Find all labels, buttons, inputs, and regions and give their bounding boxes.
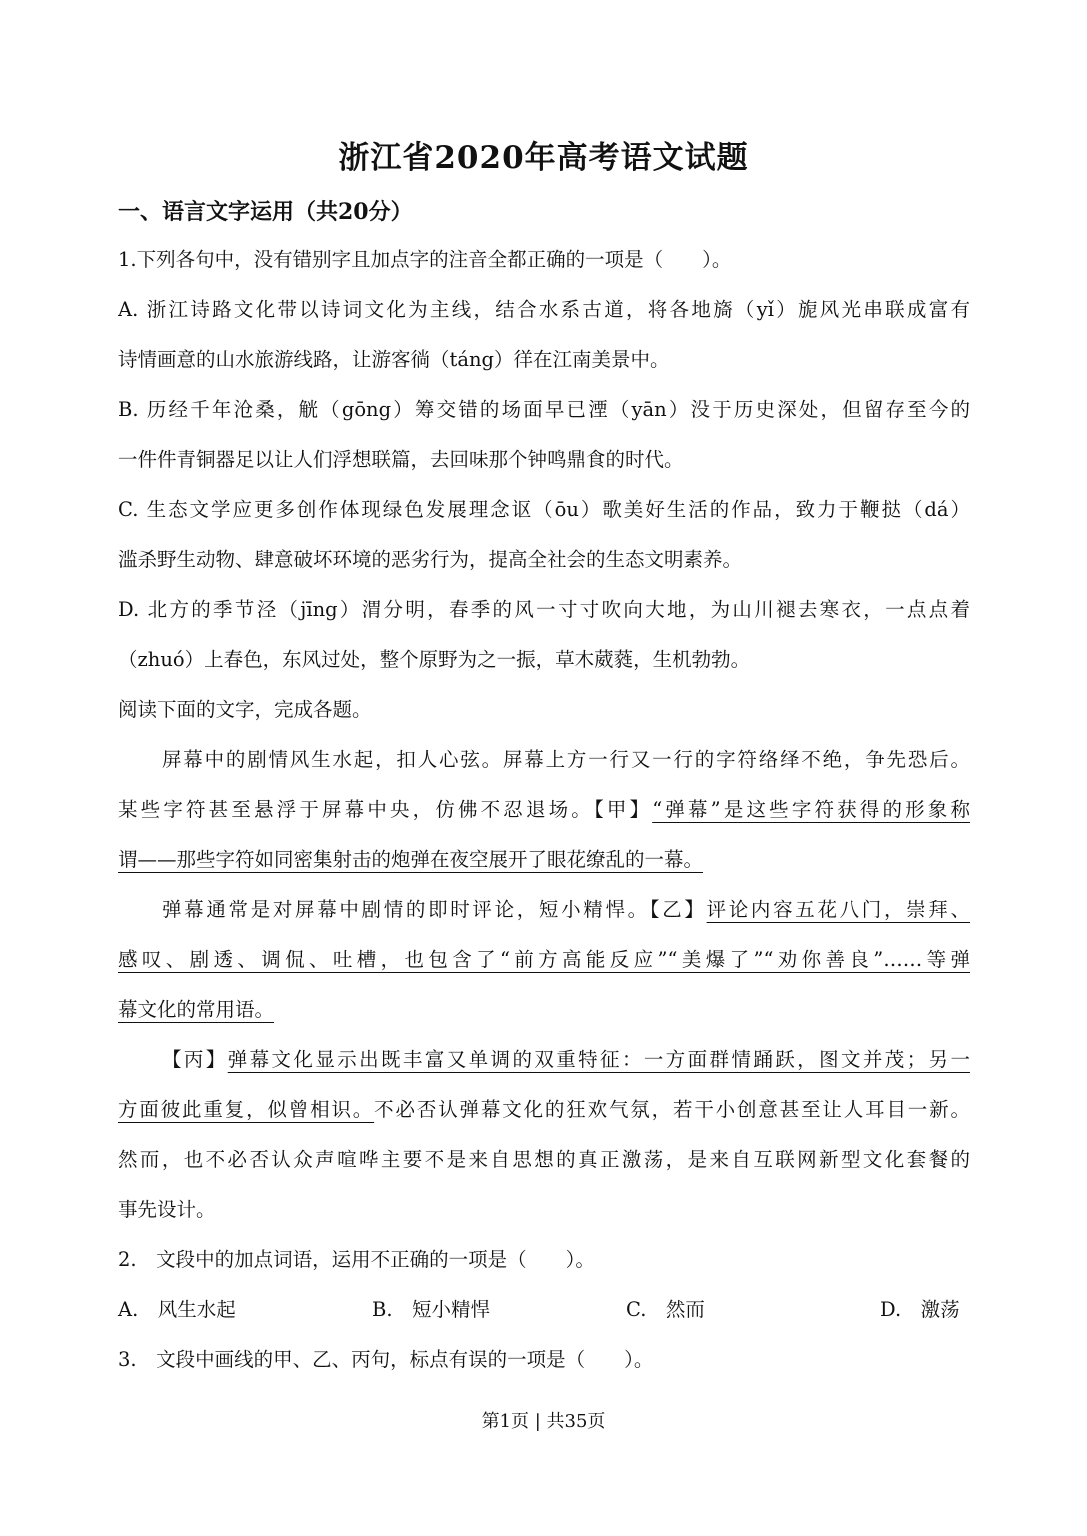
question-3-stem: 3. 文段中画线的甲、乙、丙句，标点有误的一项是（ ）。 bbox=[118, 1348, 654, 1371]
passage-p3-line-1 bbox=[162, 1046, 970, 1074]
passage-p2-line-2: 感叹、剧透、调侃、吐槽，也包含了“前方高能反应”“美爆了”“劝你善良”……等弹 bbox=[118, 948, 970, 971]
reading-intro: 阅读下面的文字，完成各题。 bbox=[118, 698, 372, 721]
question-2-option-a: A. 风生水起 bbox=[118, 1298, 236, 1321]
passage-p1-line-3 bbox=[118, 846, 970, 874]
question-1-option-d-line-2: （zhuó）上春色，东风过处，整个原野为之一振，草木葳蕤，生机勃勃。 bbox=[118, 648, 751, 671]
question-1-option-a-line-2: 诗情画意的山水旅游线路，让游客徜（táng）徉在江南美景中。 bbox=[118, 348, 670, 371]
passage-p1-line-1: 屏幕中的剧情风生水起，扣人心弦。屏幕上方一行又一行的字符络绎不绝，争先恐后。 bbox=[162, 748, 970, 771]
underlined-sentence-yi: 评论内容五花八门，崇拜、 bbox=[706, 898, 970, 921]
section-heading: 一、语言文字运用（共20分） bbox=[118, 199, 413, 225]
passage-text: 不必否认弹幕文化的狂欢气氛，若干小创意甚至让人耳目一新。 bbox=[374, 1098, 970, 1121]
underlined-sentence-bing-cont: 方面彼此重复，似曾相识。 bbox=[118, 1098, 375, 1121]
underlined-sentence-yi-cont: 幕文化的常用语。 bbox=[118, 998, 275, 1021]
question-1-option-b-line-2: 一件件青铜器足以让人们浮想联篇，去回味那个钟鸣鼎食的时代。 bbox=[118, 448, 684, 471]
question-2-stem: 2. 文段中的加点词语，运用不正确的一项是（ ）。 bbox=[118, 1248, 595, 1271]
passage-text: 【丙】 bbox=[162, 1048, 228, 1071]
question-1-option-d-line-1: D. 北方的季节泾（jīng）渭分明，春季的风一寸寸吹向大地，为山川褪去寒衣，一点点着 bbox=[118, 598, 970, 621]
underlined-sentence-jia: “弹幕”是这些字符获得的形象称 bbox=[652, 798, 970, 821]
passage-text: 某些字符甚至悬浮于屏幕中央，仿佛不忍退场。【甲】 bbox=[118, 798, 653, 821]
underlined-sentence-jia-cont: 谓——那些字符如同密集射击的炮弹在夜空展开了眼花缭乱的一幕。 bbox=[118, 848, 704, 871]
page-footer: 第1页 | 共35页 bbox=[481, 1411, 606, 1432]
question-2-option-d: D. 激荡 bbox=[880, 1298, 960, 1321]
passage-p3-line-3: 然而，也不必否认众声喧哗主要不是来自思想的真正激荡，是来自互联网新型文化套餐的 bbox=[118, 1148, 970, 1171]
question-1-option-b-line-1: B. 历经千年沧桑，觥（gōng）筹交错的场面早已湮（yān）没于历史深处，但留存至今的 bbox=[118, 398, 970, 421]
passage-p2-line-3 bbox=[118, 996, 970, 1024]
question-2-option-c: C. 然而 bbox=[626, 1298, 705, 1321]
question-1-option-c-line-1: C. 生态文学应更多创作体现绿色发展理念讴（ōu）歌美好生活的作品，致力于鞭挞（dá） bbox=[118, 498, 970, 521]
passage-p3-line-4: 事先设计。 bbox=[118, 1198, 216, 1221]
passage-p1-line-2 bbox=[118, 796, 970, 824]
question-1-option-c-line-2: 滥杀野生动物、肆意破坏环境的恶劣行为，提高全社会的生态文明素养。 bbox=[118, 548, 743, 571]
question-1-option-a-line-1: A. 浙江诗路文化带以诗词文化为主线，结合水系古道，将各地旖（yǐ）旎风光串联成富有 bbox=[118, 298, 970, 321]
question-1-stem: 1.下列各句中，没有错别字且加点字的注音全都正确的一项是（ ）。 bbox=[118, 248, 732, 271]
passage-p3-line-2 bbox=[118, 1096, 970, 1124]
page-title: 浙江省2020年高考语文试题 bbox=[338, 140, 749, 176]
passage-p2-line-1 bbox=[162, 896, 970, 924]
underlined-sentence-bing: 弹幕文化显示出既丰富又单调的双重特征：一方面群情踊跃，图文并茂；另一 bbox=[227, 1048, 970, 1071]
question-2-option-b: B. 短小精悍 bbox=[372, 1298, 491, 1321]
passage-text: 弹幕通常是对屏幕中剧情的即时评论，短小精悍。【乙】 bbox=[162, 898, 707, 921]
